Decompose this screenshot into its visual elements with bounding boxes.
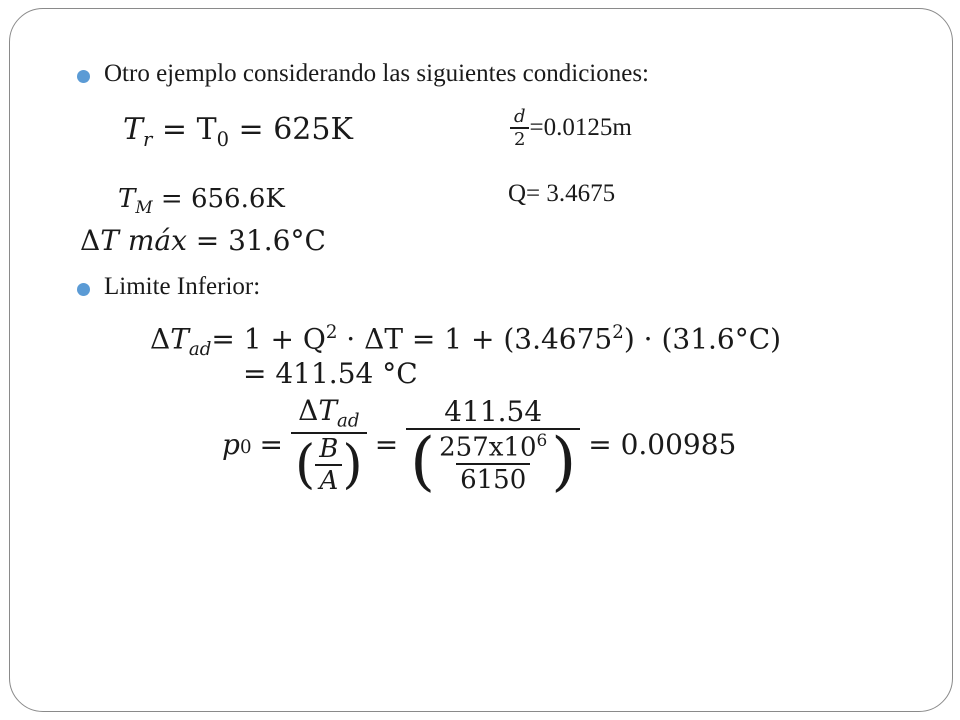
tm-equation: $T_M = 656.6K$ xyxy=(118,184,285,218)
d-over-2-equation: $\frac{d}{2}$ =0.0125m xyxy=(510,106,632,150)
delta-t-max-equation: ΔT máx = 31.6°C xyxy=(80,224,326,257)
p0-result: = 0.00985 xyxy=(588,428,737,462)
bullet-text-1: Otro ejemplo considerando las siguientes condiciones: xyxy=(104,60,650,87)
q-value: Q= 3.4675 xyxy=(508,180,616,207)
bullet-dot-1 xyxy=(77,70,90,83)
tr-equation: $T_r = T_0 = 625K$ xyxy=(123,112,353,151)
delta-t-ad-equation-line1: $\Delta T_{ad}= 1 + Q^2 \cdot \Delta T = 1 + (3.4675^2) \cdot (31.6^\circ C)$ xyxy=(150,322,782,360)
p0-numerator: 411.54 xyxy=(444,394,543,428)
bullet-text-2: Limite Inferior: xyxy=(104,273,261,300)
p0-equation: p 0 = $\Delta T_{ad}$ ( $\frac{B}{A}$ ) = 411.54 ( $\frac{257x10^6}{6150}$ ) = 0.00985 xyxy=(222,394,737,500)
delta-t-ad-equation-line2: = 411.54 °C xyxy=(243,357,418,390)
bullet-dot-2 xyxy=(77,283,90,296)
